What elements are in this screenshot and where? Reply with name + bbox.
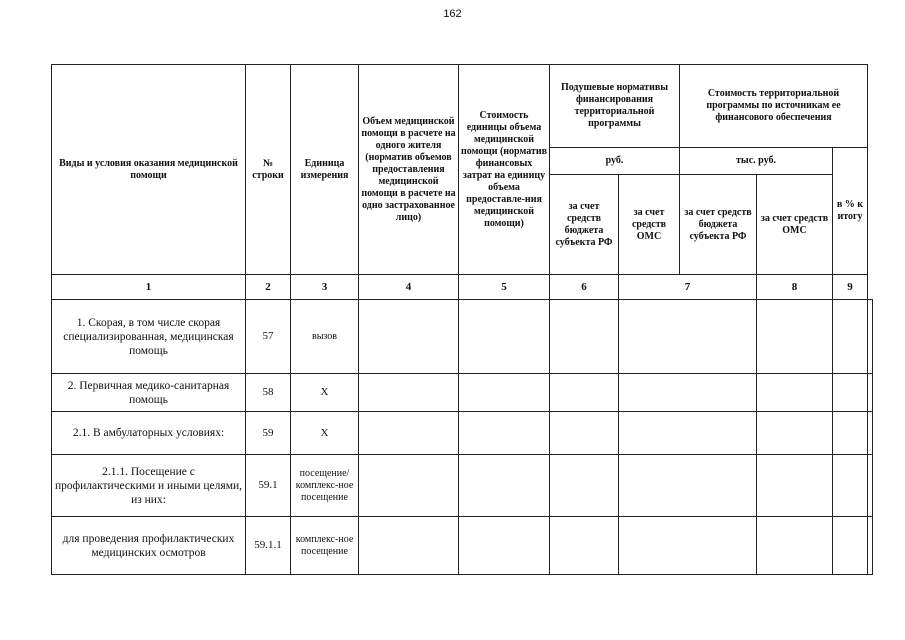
row-cell-oms-thousand [833, 517, 868, 575]
row-cell-budget-rub [550, 517, 619, 575]
row-number: 57 [246, 300, 291, 374]
table-row [52, 300, 873, 374]
header-row-number: № строки [246, 65, 291, 275]
table-row [52, 412, 873, 455]
table-row [52, 455, 873, 517]
row-cell-oms-thousand [833, 374, 868, 412]
column-number-8: 8 [757, 275, 833, 300]
row-unit: комплекс-ное посещение [291, 517, 359, 575]
header-unit-thousand-rub: тыс. руб. [680, 148, 833, 175]
row-cell-percent [868, 300, 873, 374]
row-cell-oms-rub [619, 374, 757, 412]
row-number: 58 [246, 374, 291, 412]
row-cell-oms-thousand [833, 300, 868, 374]
row-cell-cost [459, 374, 550, 412]
page-number: 162 [443, 8, 462, 20]
row-cell-percent [868, 374, 873, 412]
row-cell-volume [359, 517, 459, 575]
row-cell-volume [359, 412, 459, 455]
header-oms-thousand: за счет средств ОМС [757, 175, 833, 275]
row-cell-volume [359, 374, 459, 412]
row-cell-budget-thousand [757, 374, 833, 412]
row-cell-volume [359, 300, 459, 374]
row-cell-oms-rub [619, 412, 757, 455]
row-cell-percent [868, 412, 873, 455]
column-number-2: 2 [246, 275, 291, 300]
row-cell-budget-rub [550, 374, 619, 412]
table-row [52, 517, 873, 575]
row-cell-percent [868, 517, 873, 575]
row-care-type: 1. Скорая, в том числе скорая специализированная, медицинская помощь [52, 300, 246, 374]
table-row [52, 374, 873, 412]
row-unit: вызов [291, 300, 359, 374]
header-volume-norm: Объем медицинской помощи в расчете на одного жителя (норматив объемов предоставления медицинской помощи в расчете на одно застрахованное лицо) [359, 65, 459, 275]
header-budget-rf-rub: за счет средств бюджета субъекта РФ [550, 175, 619, 275]
row-cell-cost [459, 517, 550, 575]
row-cell-budget-thousand [757, 517, 833, 575]
row-cell-percent [868, 455, 873, 517]
row-cell-oms-rub [619, 517, 757, 575]
column-number-5: 5 [459, 275, 550, 300]
header-budget-rf-thousand: за счет средств бюджета субъекта РФ [680, 175, 757, 275]
row-cell-budget-thousand [757, 412, 833, 455]
row-number: 59.1.1 [246, 517, 291, 575]
row-cell-budget-rub [550, 455, 619, 517]
row-cell-cost [459, 412, 550, 455]
row-unit: Х [291, 374, 359, 412]
header-cost-per-unit: Стоимость единицы объема медицинской помощи (норматив финансовых затрат на единицу объема предоставле-ния медицинской помощи) [459, 65, 550, 275]
row-cell-budget-thousand [757, 300, 833, 374]
row-care-type: 2. Первичная медико-санитарная помощь [52, 374, 246, 412]
header-percent-of-total: в % к итогу [833, 148, 868, 275]
row-care-type: для проведения профилактических медицинских осмотров [52, 517, 246, 575]
header-unit: Единица измерения [291, 65, 359, 275]
row-unit: Х [291, 412, 359, 455]
column-number-9: 9 [833, 275, 868, 300]
row-number: 59 [246, 412, 291, 455]
header-unit-rub: руб. [550, 148, 680, 175]
medical-care-cost-table [51, 64, 873, 575]
column-number-6: 6 [550, 275, 619, 300]
row-care-type: 2.1. В амбулаторных условиях: [52, 412, 246, 455]
header-program-cost: Стоимость территориальной программы по источникам ее финансового обеспечения [680, 65, 868, 148]
row-cell-budget-rub [550, 412, 619, 455]
row-cell-oms-thousand [833, 412, 868, 455]
row-cell-cost [459, 300, 550, 374]
header-per-capita-norms: Подушевые нормативы финансирования территориальной программы [550, 65, 680, 148]
row-cell-oms-thousand [833, 455, 868, 517]
column-number-7: 7 [619, 275, 757, 300]
header-types-of-care: Виды и условия оказания медицинской помощи [52, 65, 246, 275]
row-number: 59.1 [246, 455, 291, 517]
column-number-1: 1 [52, 275, 246, 300]
row-unit: посещение/ комплекс-ное посещение [291, 455, 359, 517]
row-cell-budget-rub [550, 300, 619, 374]
row-care-type: 2.1.1. Посещение с профилактическими и иными целями, из них: [52, 455, 246, 517]
row-cell-oms-rub [619, 455, 757, 517]
row-cell-budget-thousand [757, 455, 833, 517]
column-number-3: 3 [291, 275, 359, 300]
column-number-4: 4 [359, 275, 459, 300]
row-cell-volume [359, 455, 459, 517]
row-cell-cost [459, 455, 550, 517]
header-oms-rub: за счет средств ОМС [619, 175, 680, 275]
row-cell-oms-rub [619, 300, 757, 374]
